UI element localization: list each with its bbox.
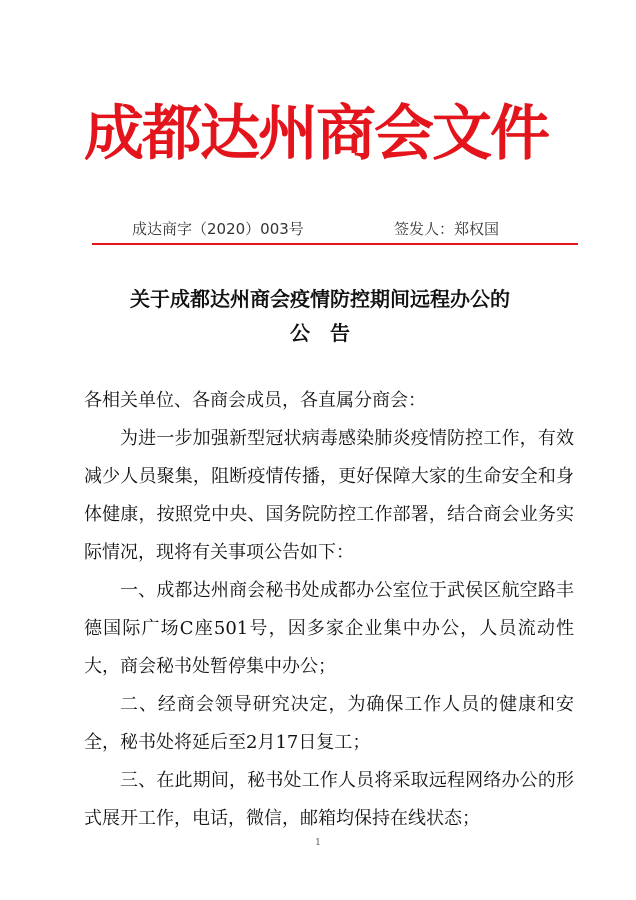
red-divider-line <box>92 243 578 245</box>
issuer-label: 签发人：郑权国 <box>394 220 500 238</box>
salutation: 各相关单位、各商会成员，各直属分商会： <box>84 390 426 411</box>
notice-title-line-2: 公告 <box>290 321 370 345</box>
body-paragraph: 三、在此期间，秘书处工作人员将采取远程网络办公的形式展开工作，电话，微信，邮箱均保持在线状态； <box>84 770 574 829</box>
notice-title <box>60 282 580 350</box>
document-number: 成达商字（2020）003号 <box>132 220 304 238</box>
body-paragraph: 一、成都达州商会秘书处成都办公室位于武侯区航空路丰德国际广场C座501号，因多家企业集中办公，人员流动性大，商会秘书处暂停集中办公； <box>84 580 574 677</box>
document-meta <box>92 214 572 240</box>
notice-body <box>84 382 574 838</box>
notice-title-line-1: 关于成都达州商会疫情防控期间远程办公的 <box>130 287 510 311</box>
body-paragraph: 二、经商会领导研究决定，为确保工作人员的健康和安全，秘书处将延后至2月17日复工； <box>84 694 574 753</box>
body-paragraph: 为进一步加强新型冠状病毒感染肺炎疫情防控工作，有效减少人员聚集，阻断疫情传播，更好保障大家的生命安全和身体健康，按照党中央、国务院防控工作部署，结合商会业务实际情况，现将有关事项公告如下： <box>84 428 574 563</box>
page-number: 1 <box>315 838 321 848</box>
masthead-title: 成都达州商会文件 <box>84 99 548 169</box>
